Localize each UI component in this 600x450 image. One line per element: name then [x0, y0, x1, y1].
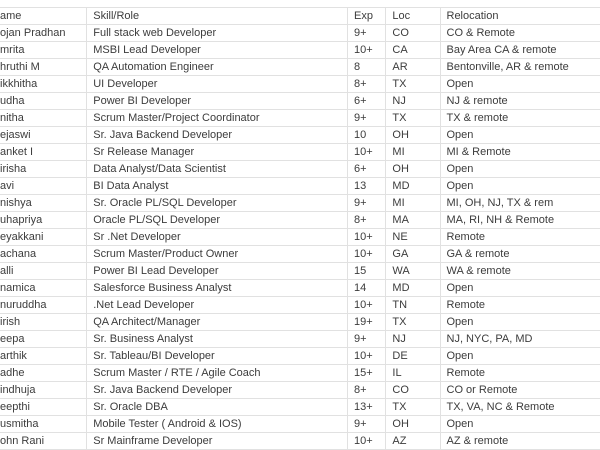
cell-loc[interactable]: NE: [386, 229, 440, 246]
cell-name[interactable]: indhuja: [0, 382, 87, 399]
cell-relocation[interactable]: NJ, NYC, PA, MD: [440, 331, 600, 348]
cell-relocation[interactable]: Remote: [440, 297, 600, 314]
cell-loc[interactable]: TX: [386, 76, 440, 93]
cell-exp[interactable]: 13: [348, 178, 386, 195]
table-row: [0, 297, 600, 314]
cell-name[interactable]: irisha: [0, 161, 87, 178]
cell-relocation[interactable]: CO or Remote: [440, 382, 600, 399]
table-row: [0, 365, 600, 382]
cell-relocation[interactable]: MI & Remote: [440, 144, 600, 161]
cell-name[interactable]: alli: [0, 263, 87, 280]
cell-loc[interactable]: OH: [386, 161, 440, 178]
cell-relocation[interactable]: Open: [440, 416, 600, 433]
cell-skill[interactable]: UI Developer: [87, 76, 348, 93]
table-row: [0, 110, 600, 127]
cell-relocation[interactable]: GA & remote: [440, 246, 600, 263]
cell-skill[interactable]: MSBI Lead Developer: [87, 42, 348, 59]
cell-name[interactable]: hruthi M: [0, 59, 87, 76]
table-row: [0, 416, 600, 433]
cell-exp[interactable]: 14: [348, 280, 386, 297]
cell-skill[interactable]: Sr. Oracle PL/SQL Developer: [87, 195, 348, 212]
cell-name[interactable]: mrita: [0, 42, 87, 59]
cell-skill[interactable]: Power BI Lead Developer: [87, 263, 348, 280]
cell-skill[interactable]: Sr. Java Backend Developer: [87, 127, 348, 144]
cell-name[interactable]: namica: [0, 280, 87, 297]
cell-loc[interactable]: MD: [386, 280, 440, 297]
cell-exp[interactable]: 8: [348, 59, 386, 76]
cell-loc[interactable]: CO: [386, 25, 440, 42]
table-row: [0, 161, 600, 178]
cell-skill[interactable]: .Net Lead Developer: [87, 297, 348, 314]
cell-loc[interactable]: MD: [386, 178, 440, 195]
cell-loc[interactable]: TN: [386, 297, 440, 314]
cell-name[interactable]: avi: [0, 178, 87, 195]
column-header-exp[interactable]: Exp: [348, 8, 386, 25]
cell-name[interactable]: ikkhitha: [0, 76, 87, 93]
cell-name[interactable]: eyakkani: [0, 229, 87, 246]
table-row: [0, 433, 600, 450]
cell-relocation[interactable]: Open: [440, 127, 600, 144]
column-header-name[interactable]: ame: [0, 8, 87, 25]
cell-exp[interactable]: 8+: [348, 212, 386, 229]
cell-skill[interactable]: Sr Mainframe Developer: [87, 433, 348, 450]
cell-loc[interactable]: NJ: [386, 331, 440, 348]
cell-relocation[interactable]: Open: [440, 76, 600, 93]
table-body: [0, 25, 600, 450]
cell-relocation[interactable]: Open: [440, 161, 600, 178]
table-row: [0, 25, 600, 42]
cell-skill[interactable]: Sr. Java Backend Developer: [87, 382, 348, 399]
cell-skill[interactable]: Full stack web Developer: [87, 25, 348, 42]
header-row: [0, 8, 600, 25]
table-row: [0, 76, 600, 93]
cell-loc[interactable]: CO: [386, 382, 440, 399]
cell-skill[interactable]: Sr .Net Developer: [87, 229, 348, 246]
cell-relocation[interactable]: Bay Area CA & remote: [440, 42, 600, 59]
table-row: [0, 93, 600, 110]
cell-skill[interactable]: BI Data Analyst: [87, 178, 348, 195]
cell-name[interactable]: usmitha: [0, 416, 87, 433]
table-row: [0, 59, 600, 76]
table-row: [0, 314, 600, 331]
cell-name[interactable]: ohn Rani: [0, 433, 87, 450]
cell-exp[interactable]: 13+: [348, 399, 386, 416]
cell-name[interactable]: nitha: [0, 110, 87, 127]
cell-skill[interactable]: Power BI Developer: [87, 93, 348, 110]
cell-exp[interactable]: 9+: [348, 331, 386, 348]
cell-loc[interactable]: MI: [386, 195, 440, 212]
cell-exp[interactable]: 6+: [348, 161, 386, 178]
cell-name[interactable]: anket I: [0, 144, 87, 161]
cell-name[interactable]: nuruddha: [0, 297, 87, 314]
cell-relocation[interactable]: MA, RI, NH & Remote: [440, 212, 600, 229]
cell-relocation[interactable]: Remote: [440, 365, 600, 382]
cell-exp[interactable]: 9+: [348, 195, 386, 212]
cell-relocation[interactable]: Open: [440, 314, 600, 331]
cell-relocation[interactable]: TX & remote: [440, 110, 600, 127]
cell-exp[interactable]: 9+: [348, 110, 386, 127]
cell-loc[interactable]: TX: [386, 110, 440, 127]
table-row: [0, 195, 600, 212]
cell-skill[interactable]: Mobile Tester ( Android & IOS): [87, 416, 348, 433]
cell-skill[interactable]: Scrum Master / RTE / Agile Coach: [87, 365, 348, 382]
cell-skill[interactable]: Sr. Oracle DBA: [87, 399, 348, 416]
cell-exp[interactable]: 10: [348, 127, 386, 144]
cell-exp[interactable]: 8+: [348, 76, 386, 93]
cell-skill[interactable]: QA Automation Engineer: [87, 59, 348, 76]
cell-loc[interactable]: GA: [386, 246, 440, 263]
cell-exp[interactable]: 19+: [348, 314, 386, 331]
cell-exp[interactable]: 15+: [348, 365, 386, 382]
cell-exp[interactable]: 9+: [348, 416, 386, 433]
cell-exp[interactable]: 10+: [348, 348, 386, 365]
cell-name[interactable]: nishya: [0, 195, 87, 212]
cell-name[interactable]: uhapriya: [0, 212, 87, 229]
table-row: [0, 212, 600, 229]
cell-exp[interactable]: 8+: [348, 382, 386, 399]
cell-skill[interactable]: Scrum Master/Project Coordinator: [87, 110, 348, 127]
cell-skill[interactable]: Sr. Tableau/BI Developer: [87, 348, 348, 365]
table-row: [0, 144, 600, 161]
cell-relocation[interactable]: Open: [440, 178, 600, 195]
cell-name[interactable]: ojan Pradhan: [0, 25, 87, 42]
cell-loc[interactable]: AZ: [386, 433, 440, 450]
cell-loc[interactable]: CA: [386, 42, 440, 59]
cell-loc[interactable]: NJ: [386, 93, 440, 110]
table-row: [0, 178, 600, 195]
cell-loc[interactable]: MA: [386, 212, 440, 229]
cell-exp[interactable]: 10+: [348, 229, 386, 246]
cell-loc[interactable]: DE: [386, 348, 440, 365]
cell-name[interactable]: eepa: [0, 331, 87, 348]
column-header-loc[interactable]: Loc: [386, 8, 440, 25]
cell-name[interactable]: udha: [0, 93, 87, 110]
table-row: [0, 246, 600, 263]
cell-name[interactable]: arthik: [0, 348, 87, 365]
column-header-skill[interactable]: Skill/Role: [87, 8, 348, 25]
table-row: [0, 42, 600, 59]
cell-loc[interactable]: OH: [386, 416, 440, 433]
cell-loc[interactable]: AR: [386, 59, 440, 76]
cell-skill[interactable]: Oracle PL/SQL Developer: [87, 212, 348, 229]
candidates-table: [0, 7, 600, 450]
table-row: [0, 280, 600, 297]
table-row: [0, 229, 600, 246]
cell-name[interactable]: achana: [0, 246, 87, 263]
cell-name[interactable]: adhe: [0, 365, 87, 382]
cell-relocation[interactable]: CO & Remote: [440, 25, 600, 42]
table-row: [0, 399, 600, 416]
cell-relocation[interactable]: Open: [440, 280, 600, 297]
column-header-relocation[interactable]: Relocation: [440, 8, 600, 25]
cell-loc[interactable]: IL: [386, 365, 440, 382]
cell-loc[interactable]: OH: [386, 127, 440, 144]
cell-exp[interactable]: 10+: [348, 297, 386, 314]
table-row: [0, 331, 600, 348]
cell-exp[interactable]: 6+: [348, 93, 386, 110]
table-row: [0, 348, 600, 365]
table-row: [0, 127, 600, 144]
cell-relocation[interactable]: NJ & remote: [440, 93, 600, 110]
cell-relocation[interactable]: AZ & remote: [440, 433, 600, 450]
cell-skill[interactable]: Data Analyst/Data Scientist: [87, 161, 348, 178]
cell-exp[interactable]: 10+: [348, 144, 386, 161]
cell-exp[interactable]: 15: [348, 263, 386, 280]
cell-skill[interactable]: Sr. Business Analyst: [87, 331, 348, 348]
cell-name[interactable]: eepthi: [0, 399, 87, 416]
cell-relocation[interactable]: Open: [440, 348, 600, 365]
table-row: [0, 382, 600, 399]
cell-skill[interactable]: Sr Release Manager: [87, 144, 348, 161]
cell-name[interactable]: ejaswi: [0, 127, 87, 144]
table-row: [0, 263, 600, 280]
cell-exp[interactable]: 10+: [348, 433, 386, 450]
cell-relocation[interactable]: Remote: [440, 229, 600, 246]
cell-loc[interactable]: TX: [386, 399, 440, 416]
cell-exp[interactable]: 9+: [348, 25, 386, 42]
cell-relocation[interactable]: MI, OH, NJ, TX & rem: [440, 195, 600, 212]
cell-name[interactable]: irish: [0, 314, 87, 331]
cell-relocation[interactable]: Bentonville, AR & remote: [440, 59, 600, 76]
cell-relocation[interactable]: TX, VA, NC & Remote: [440, 399, 600, 416]
cell-skill[interactable]: QA Architect/Manager: [87, 314, 348, 331]
cell-loc[interactable]: MI: [386, 144, 440, 161]
cell-exp[interactable]: 10+: [348, 42, 386, 59]
cell-loc[interactable]: WA: [386, 263, 440, 280]
cell-skill[interactable]: Scrum Master/Product Owner: [87, 246, 348, 263]
cell-exp[interactable]: 10+: [348, 246, 386, 263]
cell-loc[interactable]: TX: [386, 314, 440, 331]
cell-relocation[interactable]: WA & remote: [440, 263, 600, 280]
cell-skill[interactable]: Salesforce Business Analyst: [87, 280, 348, 297]
